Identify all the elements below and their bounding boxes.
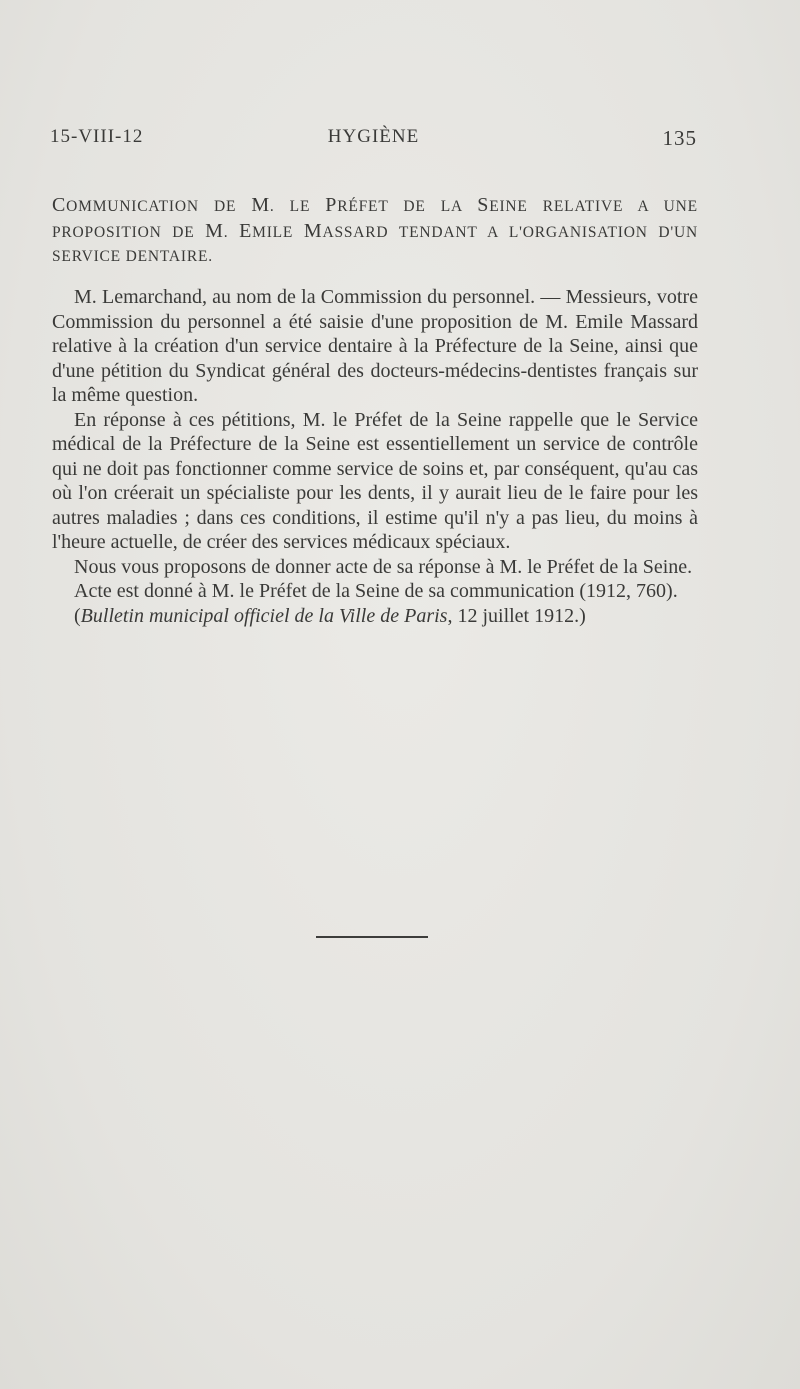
source-date: , 12 juillet 1912.) xyxy=(447,604,586,627)
paragraph-3: Nous vous proposons de donner acte de sa réponse à M. le Préfet de la Seine. xyxy=(74,555,693,578)
end-rule xyxy=(316,936,428,938)
section-title: COMMUNICATION DE M. LE PRÉFET DE LA SEINE RELATIVE A UNE PROPOSITION DE M. EMILE MASSARD TENDANT A L'ORGANISATION D'UN SERVICE DENTAIRE. xyxy=(52,194,698,265)
header-section: HYGIÈNE xyxy=(327,126,420,147)
page-number: 135 xyxy=(662,126,697,150)
running-head xyxy=(50,126,697,156)
paragraph-4: Acte est donné à M. le Préfet de la Seine de sa communication (1912, 760). xyxy=(74,580,678,602)
paragraph-2: En réponse à ces pétitions, M. le Préfet de la Seine rappelle que le Service médical de la Préfecture de la Seine est essentiellement un service de contrôle qui ne doit pas fonctionner comme service de soins et, par conséquent, qu'au cas où l'on créerait un spécialiste pour les dents, il y aurait lieu de le faire pour les autres maladies ; dans ces conditions, il estime qu'il n'y a pas lieu, du moins à l'heure actuelle, de créer des services médicaux spéciaux. xyxy=(52,408,698,553)
source-citation xyxy=(52,604,698,629)
body-text xyxy=(52,285,698,628)
source-publication: Bulletin municipal officiel de la Ville de Paris xyxy=(80,604,448,627)
paragraph-1: M. Lemarchand, au nom de la Commission du personnel. — Messieurs, votre Commission du personnel a été saisie d'une proposition de M. Emile Massard relative à la création d'un service dentaire à la Préfecture de la Seine, ainsi que d'une pétition du Syndicat général des docteurs-médecins-dentistes français sur la même question. xyxy=(52,286,698,406)
source-open: ( xyxy=(74,604,81,627)
header-date: 15-VIII-12 xyxy=(50,126,144,147)
